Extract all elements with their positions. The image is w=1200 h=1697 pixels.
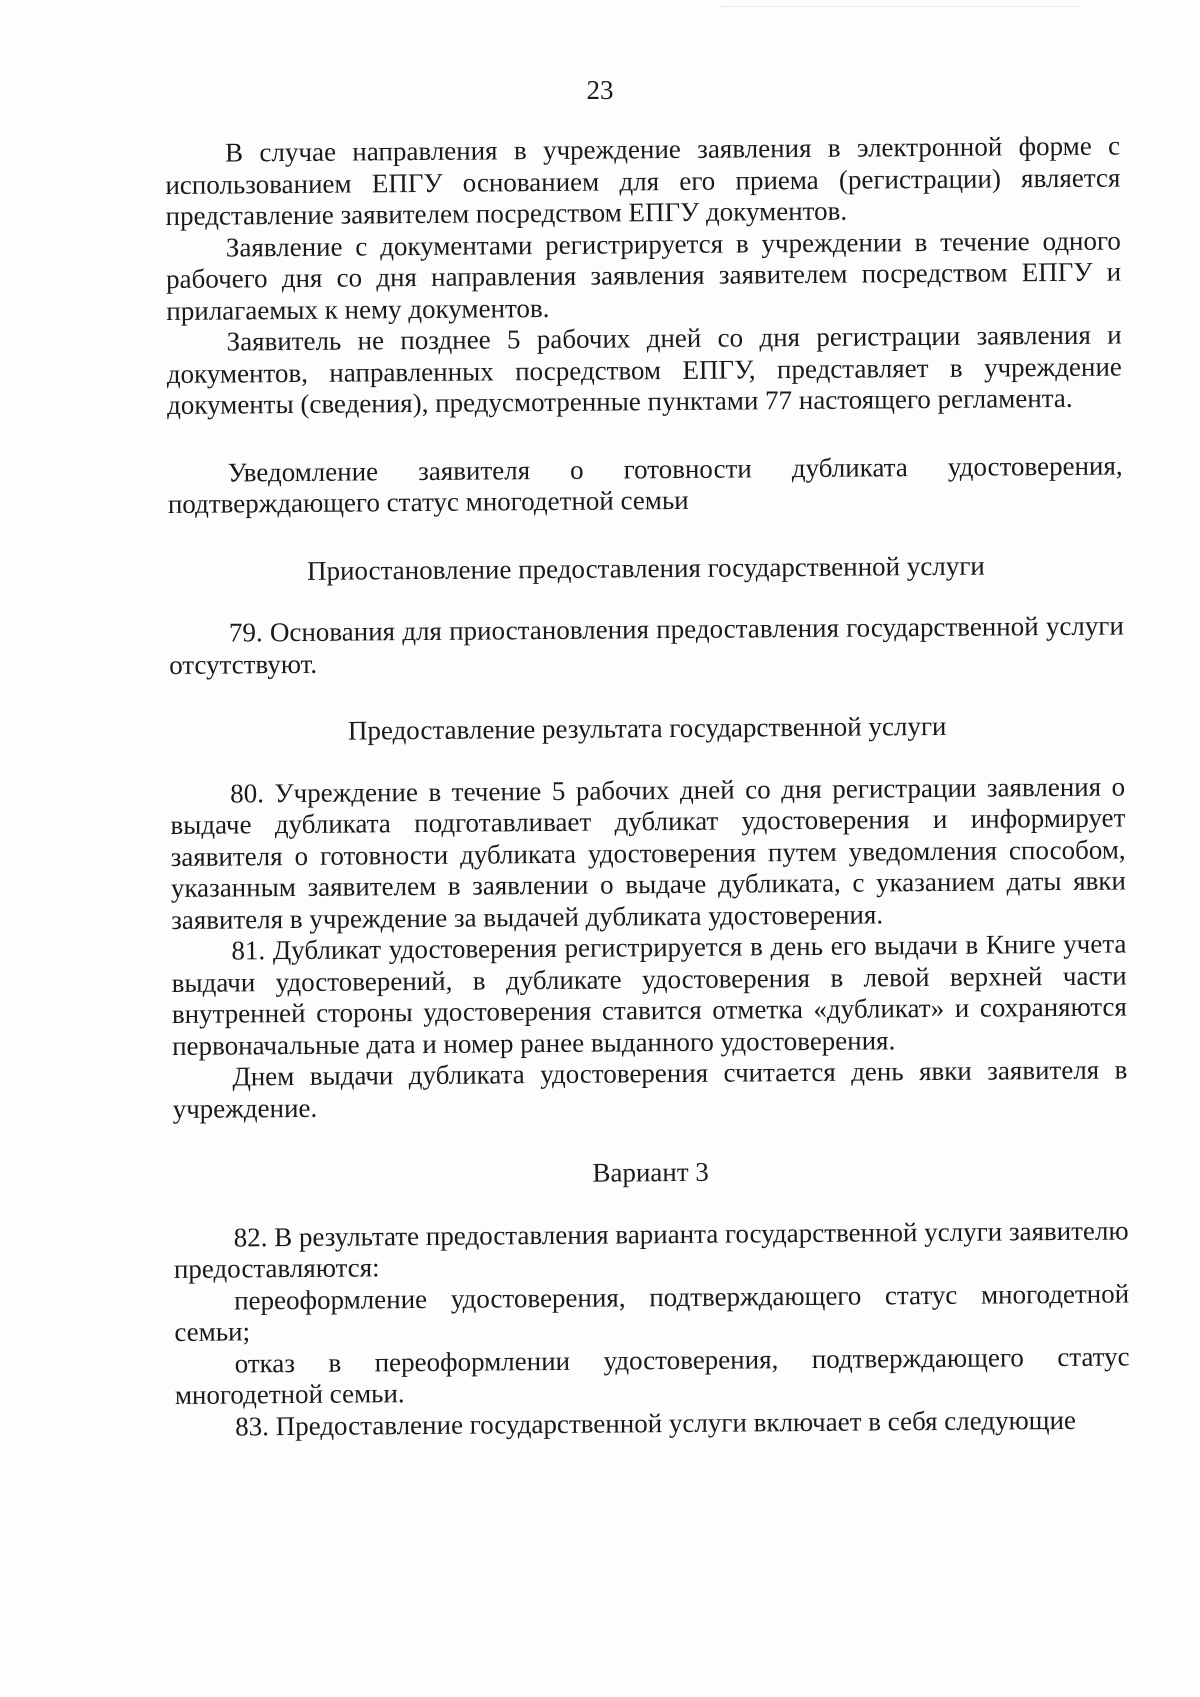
list-item-refusal: отказ в переоформлении удостоверения, подтверждающего статус многодетной семьи. xyxy=(174,1340,1130,1410)
section-title-notification: Уведомление заявителя о готовности дубликата удостоверения, подтверждающего статус многодетной семьи xyxy=(167,449,1123,519)
section-heading-variant-3: Вариант 3 xyxy=(592,1156,709,1188)
section-heading-suspension: Приостановление предоставления государственной услуги xyxy=(306,550,985,586)
paragraph-80: 80. Учреждение в течение 5 рабочих дней со дня регистрации заявления о выдаче дубликата подготавливает дубликат удостоверения и информирует заявителя о готовности дубликата удостоверения путем уведомления способом, указанным заявителем в заявлении о выдаче дубликата, с указанием даты явки заявителя в учреждение за выдачей дубликата удостоверения. xyxy=(170,770,1126,935)
list-item-reissue: переоформление удостоверения, подтверждающего статус многодетной семьи; xyxy=(174,1277,1130,1347)
paragraph-issue-day: Днем выдачи дубликата удостоверения считается день явки заявителя в учреждение. xyxy=(172,1054,1128,1124)
paragraph-registration: Заявление с документами регистрируется в учреждении в течение одного рабочего дня со дня направления заявления заявителем посредством ЕПГУ и прилагаемых к нему документов. xyxy=(165,224,1122,326)
paragraph-documents-deadline: Заявитель не позднее 5 рабочих дней со дня регистрации заявления и документов, направленных посредством ЕПГУ, представляет в учреждение документы (сведения), предусмотренные пунктами 77 настоящего регламента. xyxy=(166,319,1122,420)
page-number: 23 xyxy=(586,75,614,105)
paragraph-83: 83. Предоставление государственной услуги включает в себя следующие xyxy=(235,1404,1077,1441)
paragraph-81: 81. Дубликат удостоверения регистрируется в день его выдачи в Книге учета выдачи удостоверений, в дубликате удостоверения в левой верхней части внутренней стороны удостоверения ставится отметка «дубликат» и сохраняются первоначальные дата и номер ранее выданного удостоверения. xyxy=(171,928,1127,1061)
scan-edge-marks xyxy=(720,6,1080,11)
paragraph-79: 79. Основания для приостановления предоставления государственной услуги отсутствуют. xyxy=(169,610,1124,680)
section-heading-result: Предоставление результата государственной услуги xyxy=(347,710,947,746)
paragraph-82: 82. В результате предоставления варианта государственной услуги заявителю предоставляются: xyxy=(173,1214,1129,1284)
paragraph-electronic-application: В случае направления в учреждение заявления в электронной форме с использованием ЕПГУ основанием для его приема (регистрации) является представление заявителем посредством ЕПГУ документов. xyxy=(165,130,1121,231)
document-body xyxy=(165,130,1130,1442)
